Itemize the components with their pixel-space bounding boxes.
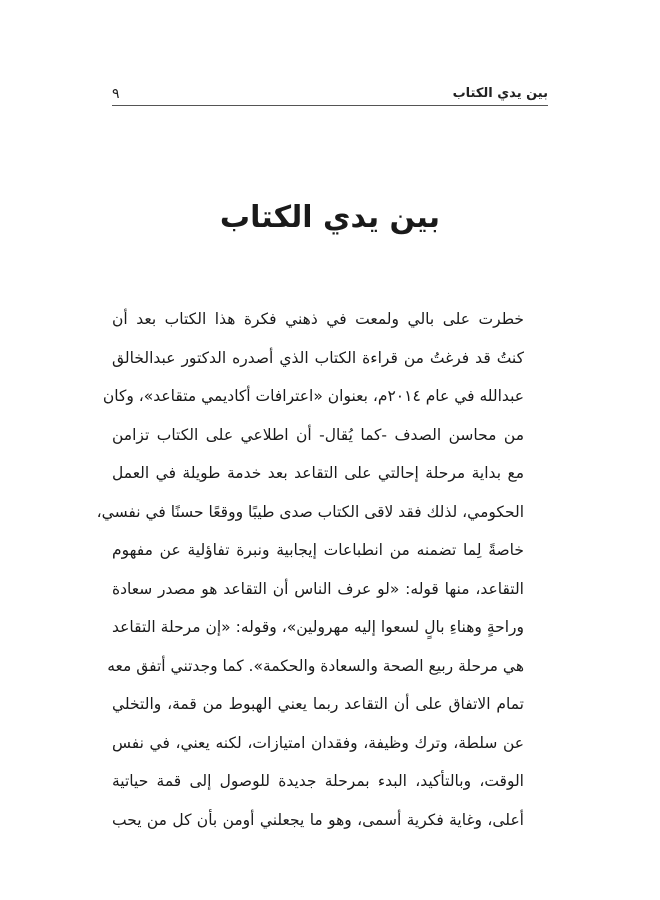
text-line: عبدالله في عام ٢٠١٤م، بعنوان «اعترافات أكاديمي متقاعد»، وكان bbox=[102, 387, 524, 405]
running-title: بين يدي الكتاب bbox=[452, 86, 548, 101]
text-line: خطرت على بالي ولمعت في ذهني فكرة هذا الكتاب بعد أن bbox=[112, 310, 524, 328]
text-line: من محاسن الصدف -كما يُقال- أن اطلاعي على الكتاب تزامن bbox=[112, 425, 524, 444]
text-line: مع بداية مرحلة إحالتي على التقاعد بعد خدمة طويلة في العمل bbox=[112, 464, 524, 482]
text-line: وراحةٍ وهناءِ بالٍ لسعوا إليه مهرولين»، وقوله: «إن مرحلة التقاعد bbox=[112, 618, 524, 636]
text-line: الوقت، وبالتأكيد، البدء بمرحلة جديدة للوصول إلى قمة حياتية bbox=[112, 772, 524, 790]
running-header bbox=[112, 86, 548, 108]
page-number: ٩ bbox=[112, 86, 120, 102]
header-rule bbox=[112, 105, 548, 106]
text-line: الحكومي، لذلك فقد لاقى الكتاب صدى طيبًا ووقعًا حسنًا في نفسي، bbox=[96, 502, 524, 521]
text-line: التقاعد، منها قوله: «لو عرف الناس أن التقاعد هو مصدر سعادة bbox=[112, 579, 524, 598]
text-line: هي مرحلة ربيع الصحة والسعادة والحكمة». كما وجدتني أتفق معه bbox=[107, 656, 524, 675]
body-paragraph bbox=[96, 300, 524, 839]
text-line: كنتُ قد فرغتُ من قراءة الكتاب الذي أصدره الدكتور عبدالخالق bbox=[112, 348, 524, 367]
text-line: أعلى، وغاية فكرية أسمى، وهو ما يجعلني أومن بأن كل من يحب bbox=[112, 810, 524, 829]
text-line: تمام الاتفاق على أن التقاعد ربما يعني الهبوط من قمة، والتخلي bbox=[112, 695, 524, 713]
chapter-title: بين يدي الكتاب bbox=[219, 200, 441, 235]
text-line: خاصةً لِما تضمنه من انطباعات إيجابية ونبرة تفاؤلية عن مفهوم bbox=[112, 541, 524, 559]
text-line: عن سلطة، وترك وظيفة، وفقدان امتيازات، لكنه يعني، في نفس bbox=[112, 733, 524, 752]
